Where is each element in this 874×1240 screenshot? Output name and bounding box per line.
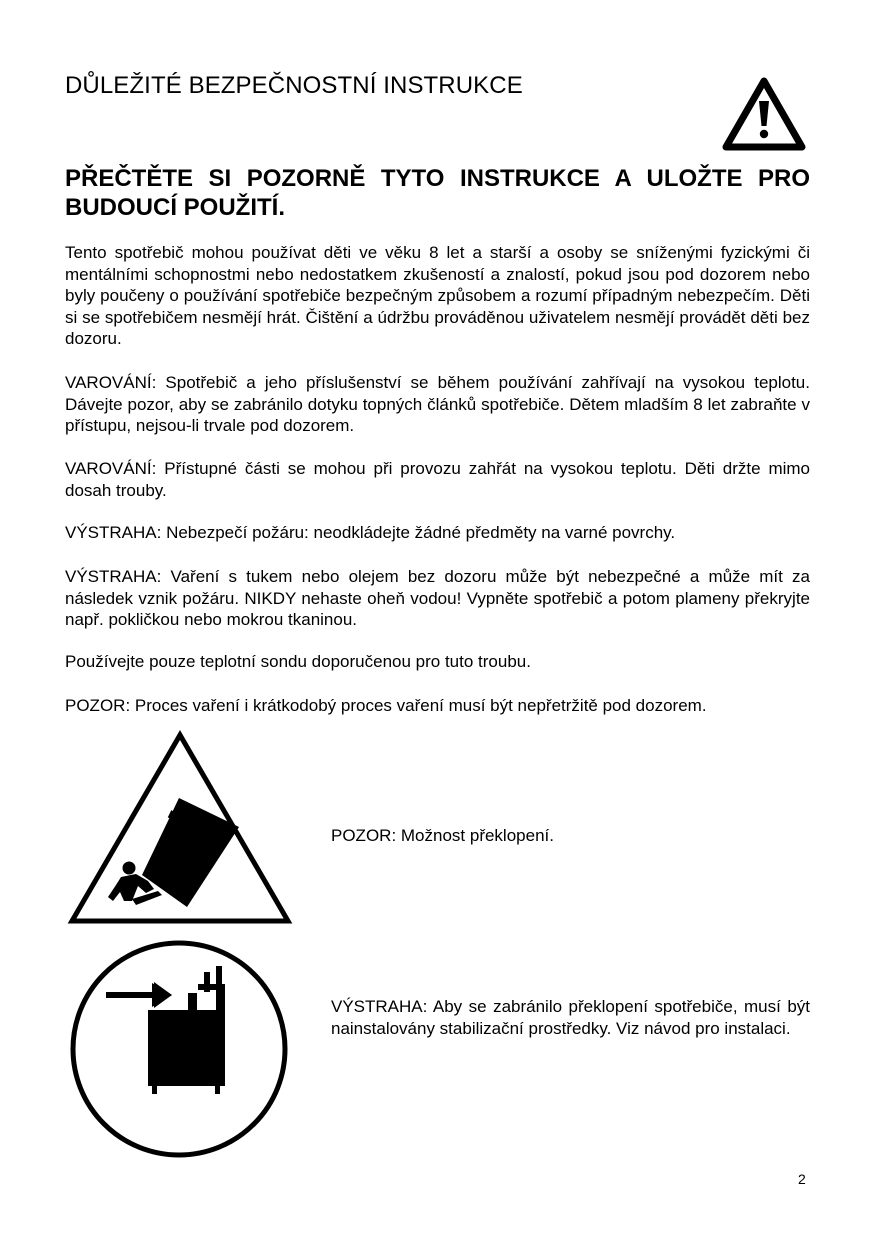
paragraph-warning-hot-accessories: VAROVÁNÍ: Spotřebič a jeho příslušenství se během používání zahřívají na vysokou teplotu. Dávejte pozor, aby se zabránilo dotyku topných článků spotřebiče. Dětem mladším 8 let zabraňte v přístupu, nejsou-li trvale pod dozorem. bbox=[65, 373, 810, 435]
section-heading: PŘEČTĚTE SI POZORNĚ TYTO INSTRUKCE A ULOŽTE PRO BUDOUCÍ POUŽITÍ. bbox=[65, 165, 810, 221]
page-number: 2 bbox=[798, 1171, 806, 1187]
tip-over-caption: POZOR: Možnost překlopení. bbox=[331, 826, 554, 845]
paragraph-temperature-probe: Používejte pouze teplotní sondu doporučenou pro tuto troubu. bbox=[65, 652, 531, 671]
warning-triangle-icon bbox=[722, 76, 806, 152]
paragraph-oil-fire: VÝSTRAHA: Vaření s tukem nebo olejem bez dozoru může být nebezpečné a může mít za následek vznik požáru. NIKDY nehaste oheň vodou! Vypněte spotřebič a potom plameny překryjte např. pokličkou nebo mokrou tkaninou. bbox=[65, 567, 810, 629]
stabilizer-caption: VÝSTRAHA: Aby se zabránilo překlopení spotřebiče, musí být nainstalovány stabilizační prostředky. Viz návod pro instalaci. bbox=[331, 997, 810, 1038]
paragraph-warning-hot-parts: VAROVÁNÍ: Přístupné části se mohou při provozu zahřát na vysokou teplotu. Děti držte mimo dosah trouby. bbox=[65, 459, 810, 500]
paragraph-children-supervision: Tento spotřebič mohou používat děti ve věku 8 let a starší a osoby se sníženými fyzickými či mentálními schopnostmi nebo nedostatkem zkušeností a znalostí, pokud jsou pod dozorem nebo byly poučeny o používání spotřebiče bezpečným způsobem a rozumí případným nebezpečím. Děti si se spotřebičem nesmějí hrát. Čištění a údržbu prováděnou uživatelem nesmějí provádět děti bez dozoru. bbox=[65, 243, 810, 348]
document-title: DŮLEŽITÉ BEZPEČNOSTNÍ INSTRUKCE bbox=[65, 72, 523, 99]
tip-over-warning-icon bbox=[66, 729, 294, 927]
anti-tip-stabilizer-icon bbox=[68, 938, 290, 1160]
paragraph-supervision: POZOR: Proces vaření i krátkodobý proces vaření musí být nepřetržitě pod dozorem. bbox=[65, 696, 707, 715]
paragraph-fire-hazard: VÝSTRAHA: Nebezpečí požáru: neodkládejte žádné předměty na varné povrchy. bbox=[65, 523, 676, 542]
